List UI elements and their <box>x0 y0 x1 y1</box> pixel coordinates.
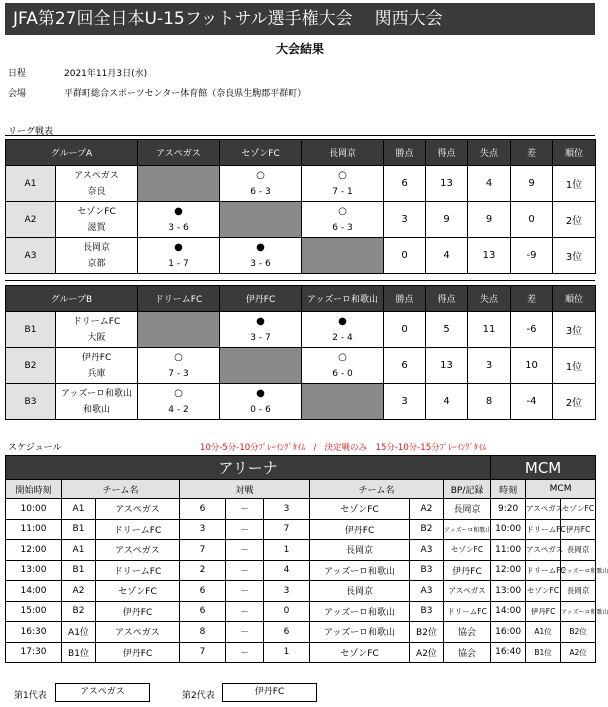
result-mark: ● <box>256 315 265 327</box>
league-row <box>6 312 596 348</box>
score-dash: － <box>226 601 264 622</box>
team-name: アスペガス <box>74 170 119 181</box>
playing-time-notes <box>200 441 486 453</box>
match-score: 6 - 0 <box>332 368 353 379</box>
match-result <box>138 384 220 420</box>
date-info <box>8 66 147 79</box>
team-cell <box>56 312 138 348</box>
rank-cell: 2位 <box>553 384 596 420</box>
goals-for-cell: 13 <box>426 348 468 384</box>
goal-diff-cell: -4 <box>511 384 553 420</box>
goals-for-cell: 13 <box>426 166 468 202</box>
header-team-1: チーム名 <box>62 480 180 499</box>
mcm-team-1: ドリームFC <box>526 519 561 540</box>
league-row <box>6 238 596 274</box>
rank-cell: 3位 <box>553 238 596 274</box>
team-2-slot: B2位 <box>410 622 444 643</box>
self-match-cell <box>138 166 220 202</box>
score-2: 0 <box>264 601 310 622</box>
match-result <box>220 312 302 348</box>
start-time: 17:30 <box>6 642 62 663</box>
match-score: 4 - 2 <box>168 404 189 415</box>
start-time: 16:30 <box>6 622 62 643</box>
header-goals-against: 失点 <box>468 140 511 166</box>
score-dash: － <box>226 519 264 540</box>
mcm-team-2: アッズーロ和歌山 <box>561 601 596 622</box>
match-result <box>138 238 220 274</box>
score-1: 6 <box>180 499 226 520</box>
goal-diff-cell: 10 <box>511 348 553 384</box>
score-2: 7 <box>264 519 310 540</box>
mcm-team-2: B2位 <box>561 622 596 643</box>
team-1-name: セゾンFC <box>96 581 180 602</box>
team-1-name: ドリームFC <box>96 560 180 581</box>
match-score: 2 - 4 <box>332 332 353 343</box>
score-dash: － <box>226 560 264 581</box>
team-2-slot: A3 <box>410 581 444 602</box>
bp-record: 長岡京 <box>444 499 491 520</box>
self-match-cell <box>138 312 220 348</box>
schedule-row <box>6 601 596 622</box>
first-rep-value: アスペガス <box>55 683 150 702</box>
header-bp: BP/記録 <box>444 480 491 499</box>
match-score: 7 - 1 <box>332 186 353 197</box>
team-cell <box>56 238 138 274</box>
team-1-slot: A1位 <box>62 622 96 643</box>
bp-record: アッズーロ和歌山 <box>444 519 491 540</box>
match-result <box>138 348 220 384</box>
team-2-slot: B3 <box>410 601 444 622</box>
score-1: 6 <box>180 601 226 622</box>
goals-for-cell: 4 <box>426 238 468 274</box>
team-cell <box>56 166 138 202</box>
match-result <box>138 202 220 238</box>
team-slot: A3 <box>6 238 56 274</box>
mcm-time: 10:00 <box>491 519 526 540</box>
page-title <box>5 3 595 35</box>
team-2-name: 長岡京 <box>310 581 410 602</box>
rank-cell: 2位 <box>553 202 596 238</box>
start-time: 11:00 <box>6 519 62 540</box>
team-1-slot: B1 <box>62 519 96 540</box>
match-result <box>220 384 302 420</box>
group-a-table <box>5 139 596 274</box>
schedule-banner <box>6 456 596 480</box>
team-2-name: セゾンFC <box>310 499 410 520</box>
score-1: 7 <box>180 642 226 663</box>
group-b-name: グループB <box>6 286 138 312</box>
team-2-name: アッズーロ和歌山 <box>310 601 410 622</box>
header-rank: 順位 <box>553 140 596 166</box>
team-1-slot: B2 <box>62 601 96 622</box>
match-result <box>302 348 384 384</box>
mcm-team-1: ドリームFC <box>526 560 561 581</box>
goal-diff-cell: 9 <box>511 166 553 202</box>
schedule-table <box>5 455 608 663</box>
mcm-team-2: 長岡京 <box>561 540 596 561</box>
group-b-header <box>6 286 596 312</box>
schedule-row <box>6 622 596 643</box>
mcm-title: MCM <box>491 456 596 480</box>
team-prefecture: 大阪 <box>87 332 106 343</box>
header-team-2: チーム名 <box>310 480 444 499</box>
goals-against-cell: 3 <box>468 348 511 384</box>
goal-diff-cell: -9 <box>511 238 553 274</box>
schedule-label: スケジュール <box>8 443 62 453</box>
points-cell: 0 <box>384 238 426 274</box>
league-row <box>6 166 596 202</box>
bp-record: セゾンFC <box>444 540 491 561</box>
title-main: JFA第27回全日本U-15フットサル選手権大会 <box>13 9 353 29</box>
title-region: 関西大会 <box>374 9 443 29</box>
venue-label: 会場 <box>8 89 27 99</box>
result-mark: ○ <box>174 351 183 363</box>
mcm-time: 16:00 <box>491 622 526 643</box>
team-cell <box>56 202 138 238</box>
schedule-row <box>6 540 596 561</box>
team-1-slot: A2 <box>62 581 96 602</box>
mcm-team-1: セゾンFC <box>526 581 561 602</box>
start-time: 13:00 <box>6 560 62 581</box>
goals-against-cell: 9 <box>468 202 511 238</box>
bp-record: ドリームFC <box>444 601 491 622</box>
match-score: 3 - 7 <box>250 332 271 343</box>
team-name: セゾンFC <box>77 206 116 217</box>
mcm-time: 16:40 <box>491 642 526 663</box>
header-match: 対戦 <box>180 480 310 499</box>
start-time: 12:00 <box>6 540 62 561</box>
mcm-time: 11:00 <box>491 540 526 561</box>
mcm-time: 12:00 <box>491 560 526 581</box>
league-row <box>6 348 596 384</box>
arena-title: アリーナ <box>6 456 491 480</box>
team-2-slot: A2 <box>410 499 444 520</box>
goals-against-cell: 4 <box>468 166 511 202</box>
score-2: 3 <box>264 499 310 520</box>
goals-for-cell: 9 <box>426 202 468 238</box>
league-label: リーグ戦表 <box>8 127 54 137</box>
team-2-name: 長岡京 <box>310 540 410 561</box>
result-mark: ○ <box>338 205 347 217</box>
header-team: セゾンFC <box>220 140 302 166</box>
mcm-team-1: B1位 <box>526 642 561 663</box>
team-prefecture: 奈良 <box>87 186 106 197</box>
mcm-team-2: セゾンFC <box>561 499 596 520</box>
self-match-cell <box>302 384 384 420</box>
team-1-slot: B1 <box>62 560 96 581</box>
schedule-row <box>6 499 596 520</box>
schedule-row <box>6 581 596 602</box>
schedule-row <box>6 642 596 663</box>
match-result <box>220 238 302 274</box>
self-match-cell <box>220 202 302 238</box>
mcm-team-1: A1位 <box>526 622 561 643</box>
score-dash: － <box>226 622 264 643</box>
note-separator: / <box>313 443 317 453</box>
team-2-slot: A3 <box>410 540 444 561</box>
self-match-cell <box>220 348 302 384</box>
bp-record: 伊丹FC <box>444 560 491 581</box>
header-goal-diff: 差 <box>511 140 553 166</box>
team-1-name: ドリームFC <box>96 519 180 540</box>
first-rep-label: 第1代表 <box>14 691 47 701</box>
mcm-time: 14:00 <box>491 601 526 622</box>
score-dash: － <box>226 540 264 561</box>
result-mark: ○ <box>174 387 183 399</box>
header-team: 伊丹FC <box>220 286 302 312</box>
venue-value: 平群町総合スポーツセンター体育館（奈良県生駒郡平群町） <box>64 89 307 99</box>
header-points: 勝点 <box>384 140 426 166</box>
match-result <box>302 166 384 202</box>
team-1-name: アスペガス <box>96 499 180 520</box>
team-prefecture: 和歌山 <box>82 404 110 415</box>
result-mark: ● <box>256 387 265 399</box>
match-result <box>302 202 384 238</box>
date-value: 2021年11月3日(水) <box>64 69 148 79</box>
points-cell: 6 <box>384 348 426 384</box>
team-cell <box>56 348 138 384</box>
goals-against-cell: 11 <box>468 312 511 348</box>
header-start-time: 開始時刻 <box>6 480 62 499</box>
team-1-slot: A1 <box>62 499 96 520</box>
result-heading: 大会結果 <box>275 42 324 56</box>
team-slot: A1 <box>6 166 56 202</box>
mcm-team-2: A2位 <box>561 642 596 663</box>
mcm-team-1: 伊丹FC <box>526 601 561 622</box>
match-result <box>220 166 302 202</box>
goals-for-cell: 5 <box>426 312 468 348</box>
header-points: 勝点 <box>384 286 426 312</box>
goals-against-cell: 8 <box>468 384 511 420</box>
team-cell <box>56 384 138 420</box>
mcm-team-2: 長岡京 <box>561 581 596 602</box>
points-cell: 6 <box>384 166 426 202</box>
header-goals-against: 失点 <box>468 286 511 312</box>
rank-cell: 1位 <box>553 166 596 202</box>
header-team: 長岡京 <box>302 140 384 166</box>
score-1: 3 <box>180 519 226 540</box>
team-2-name: アッズーロ和歌山 <box>310 622 410 643</box>
mcm-team-1: アスペガス <box>526 499 561 520</box>
score-1: 8 <box>180 622 226 643</box>
team-2-name: 伊丹FC <box>310 519 410 540</box>
team-1-name: 伊丹FC <box>96 642 180 663</box>
match-result <box>302 312 384 348</box>
match-score: 0 - 6 <box>250 404 271 415</box>
score-2: 6 <box>264 622 310 643</box>
match-score: 6 - 3 <box>250 186 271 197</box>
score-2: 1 <box>264 642 310 663</box>
score-1: 6 <box>180 581 226 602</box>
match-score: 1 - 7 <box>168 258 189 269</box>
team-name: ドリームFC <box>72 316 121 327</box>
mcm-team-2: アッズーロ和歌山 <box>561 560 596 581</box>
team-name: 伊丹FC <box>81 352 112 363</box>
score-1: 7 <box>180 540 226 561</box>
second-rep-label: 第2代表 <box>182 691 215 701</box>
bp-record: 協会 <box>444 622 491 643</box>
bp-record: 協会 <box>444 642 491 663</box>
mcm-time: 9:20 <box>491 499 526 520</box>
goals-against-cell: 13 <box>468 238 511 274</box>
note-regular: 10分-5分-10分ﾌﾟﾚｰｲﾝｸﾞﾀｲﾑ <box>200 443 306 453</box>
note-final: 決定戦のみ 15分-10分-15分ﾌﾟﾚｰｲﾝｸﾞﾀｲﾑ <box>324 443 487 453</box>
divider <box>5 280 595 281</box>
header-goals-for: 得点 <box>426 140 468 166</box>
team-name: 長岡京 <box>82 242 110 253</box>
header-mcm-time: 時刻 <box>491 480 526 499</box>
result-mark: ○ <box>338 169 347 181</box>
team-slot: B1 <box>6 312 56 348</box>
score-2: 4 <box>264 560 310 581</box>
score-dash: － <box>226 642 264 663</box>
result-mark: ● <box>174 205 183 217</box>
schedule-header <box>6 480 596 499</box>
score-1: 2 <box>180 560 226 581</box>
points-cell: 0 <box>384 312 426 348</box>
score-dash: － <box>226 581 264 602</box>
group-b-table <box>5 285 596 420</box>
points-cell: 3 <box>384 202 426 238</box>
match-score: 7 - 3 <box>168 368 189 379</box>
rank-cell: 3位 <box>553 312 596 348</box>
mcm-time: 13:00 <box>491 581 526 602</box>
schedule-row <box>6 519 596 540</box>
goals-for-cell: 4 <box>426 384 468 420</box>
self-match-cell <box>302 238 384 274</box>
score-2: 1 <box>264 540 310 561</box>
league-row <box>6 384 596 420</box>
header-goals-for: 得点 <box>426 286 468 312</box>
result-mark: ● <box>338 315 347 327</box>
venue-info <box>8 86 306 99</box>
team-slot: B3 <box>6 384 56 420</box>
team-2-slot: A2位 <box>410 642 444 663</box>
team-slot: B2 <box>6 348 56 384</box>
team-prefecture: 京都 <box>87 258 106 269</box>
goal-diff-cell: 0 <box>511 202 553 238</box>
header-team: アスペガス <box>138 140 220 166</box>
league-row <box>6 202 596 238</box>
group-a-name: グループA <box>6 140 138 166</box>
result-mark: ● <box>256 241 265 253</box>
team-prefecture: 滋賀 <box>87 222 106 233</box>
team-slot: A2 <box>6 202 56 238</box>
team-2-slot: B2 <box>410 519 444 540</box>
team-1-name: アスペガス <box>96 540 180 561</box>
team-1-slot: A1 <box>62 540 96 561</box>
score-2: 3 <box>264 581 310 602</box>
header-goal-diff: 差 <box>511 286 553 312</box>
start-time: 10:00 <box>6 499 62 520</box>
schedule-row <box>6 560 596 581</box>
mcm-team-1: アスペガス <box>526 540 561 561</box>
result-mark: ● <box>174 241 183 253</box>
result-mark: ○ <box>256 169 265 181</box>
bp-record: アスペガス <box>444 581 491 602</box>
goal-diff-cell: -6 <box>511 312 553 348</box>
team-1-slot: B1位 <box>62 642 96 663</box>
team-name: アッズーロ和歌山 <box>61 388 132 399</box>
start-time: 15:00 <box>6 601 62 622</box>
match-score: 3 - 6 <box>250 258 271 269</box>
header-team: ドリームFC <box>138 286 220 312</box>
match-score: 3 - 6 <box>168 222 189 233</box>
team-2-slot: B3 <box>410 560 444 581</box>
team-2-name: アッズーロ和歌山 <box>310 560 410 581</box>
team-2-name: セゾンFC <box>310 642 410 663</box>
points-cell: 3 <box>384 384 426 420</box>
header-rank: 順位 <box>553 286 596 312</box>
divider <box>5 135 595 136</box>
header-team: アッズーロ和歌山 <box>302 286 384 312</box>
second-rep-value: 伊丹FC <box>222 683 317 702</box>
mcm-team-2: 伊丹FC <box>561 519 596 540</box>
result-mark: ○ <box>338 351 347 363</box>
team-1-name: アスペガス <box>96 622 180 643</box>
team-1-name: 伊丹FC <box>96 601 180 622</box>
group-a-header <box>6 140 596 166</box>
date-label: 日程 <box>8 69 27 79</box>
rank-cell: 1位 <box>553 348 596 384</box>
score-dash: － <box>226 499 264 520</box>
team-prefecture: 兵庫 <box>87 368 106 379</box>
header-mcm: MCM <box>526 480 596 499</box>
match-score: 6 - 3 <box>332 222 353 233</box>
start-time: 14:00 <box>6 581 62 602</box>
